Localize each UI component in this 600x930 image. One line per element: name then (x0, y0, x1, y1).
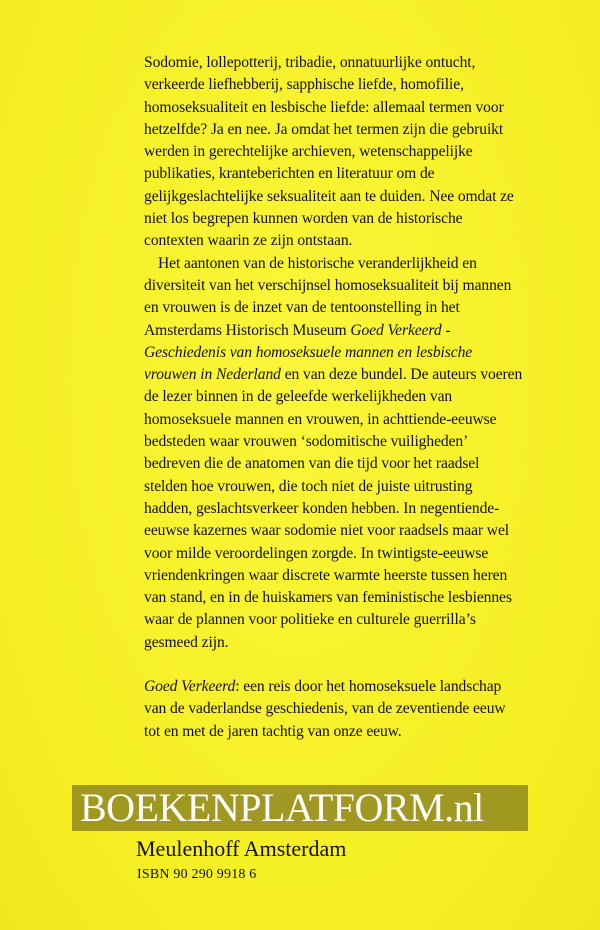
blurb-paragraph-2-text-b: en van deze bundel. De auteurs voeren de lezer binnen in de geleefde werkelijkheden van homoseksuele mannen en vrouwen, in achttiende-eeuwse bedsteden waar vrouwen ‘sodomitische vuiligheden’ bedreven die de anatomen van die tijd voor het raadsel stelden hoe vrouwen, die toch niet de juiste uitrusting hadden, geslachtsverkeer konden hebben. In negentiende-eeuwse kazernes waar sodomie niet voor raadsels maar wel voor milde veroordelingen zorgde. In twintigste-eeuwse vriendenkringen waar discrete warmte heerste tussen heren van stand, en in de huiskamers van feministische lesbiennes waar de plannen voor politieke en culturele guerrilla’s gesmeed zijn. (144, 366, 523, 651)
blurb-paragraph-2-text-a: Het aantonen van de historische veranderlijkheid en diversiteit van het verschijnsel homoseksualiteit bij mannen en vrouwen is de inzet van de tentoonstelling in het Amsterdams Historisch Museum (144, 254, 512, 339)
blurb-paragraph-2 (144, 253, 524, 654)
back-cover-blurb (144, 52, 524, 743)
publisher-name: Meulenhoff Amsterdam (136, 836, 347, 861)
blurb-paragraph-3 (144, 676, 524, 743)
book-title-italic: Goed Verkeerd (144, 678, 236, 696)
isbn-number: ISBN 90 290 9918 6 (137, 867, 257, 882)
exhibition-title: Goed Verkeerd - Geschiedenis van homoseksuele mannen en lesbische vrouwen in Nederland (144, 321, 473, 384)
blurb-paragraph-1: Sodomie, lollepotterij, tribadie, onnatuurlijke ontucht, verkeerde liefhebberij, sapphische liefde, homofilie, homoseksualiteit en lesbische liefde: allemaal termen voor hetzelfde? Ja en nee. Ja omdat het termen zijn die gebruikt werden in gerechtelijke archieven, wetenschappelijke publikaties, kranteberichten en literatuur om de gelijkgeslachtelijke seksualiteit aan te duiden. Nee omdat ze niet los begrepen kunnen worden van de historische contexten waarin ze zijn ontstaan. (144, 54, 514, 250)
watermark-text: BOEKENPLATFORM.nl (80, 785, 484, 830)
blurb-paragraph-3-text: : een reis door het homoseksuele landschap van de vaderlandse geschiedenis, van de zeventiende eeuw tot en met de jaren tachtig van onze eeuw. (144, 678, 506, 740)
